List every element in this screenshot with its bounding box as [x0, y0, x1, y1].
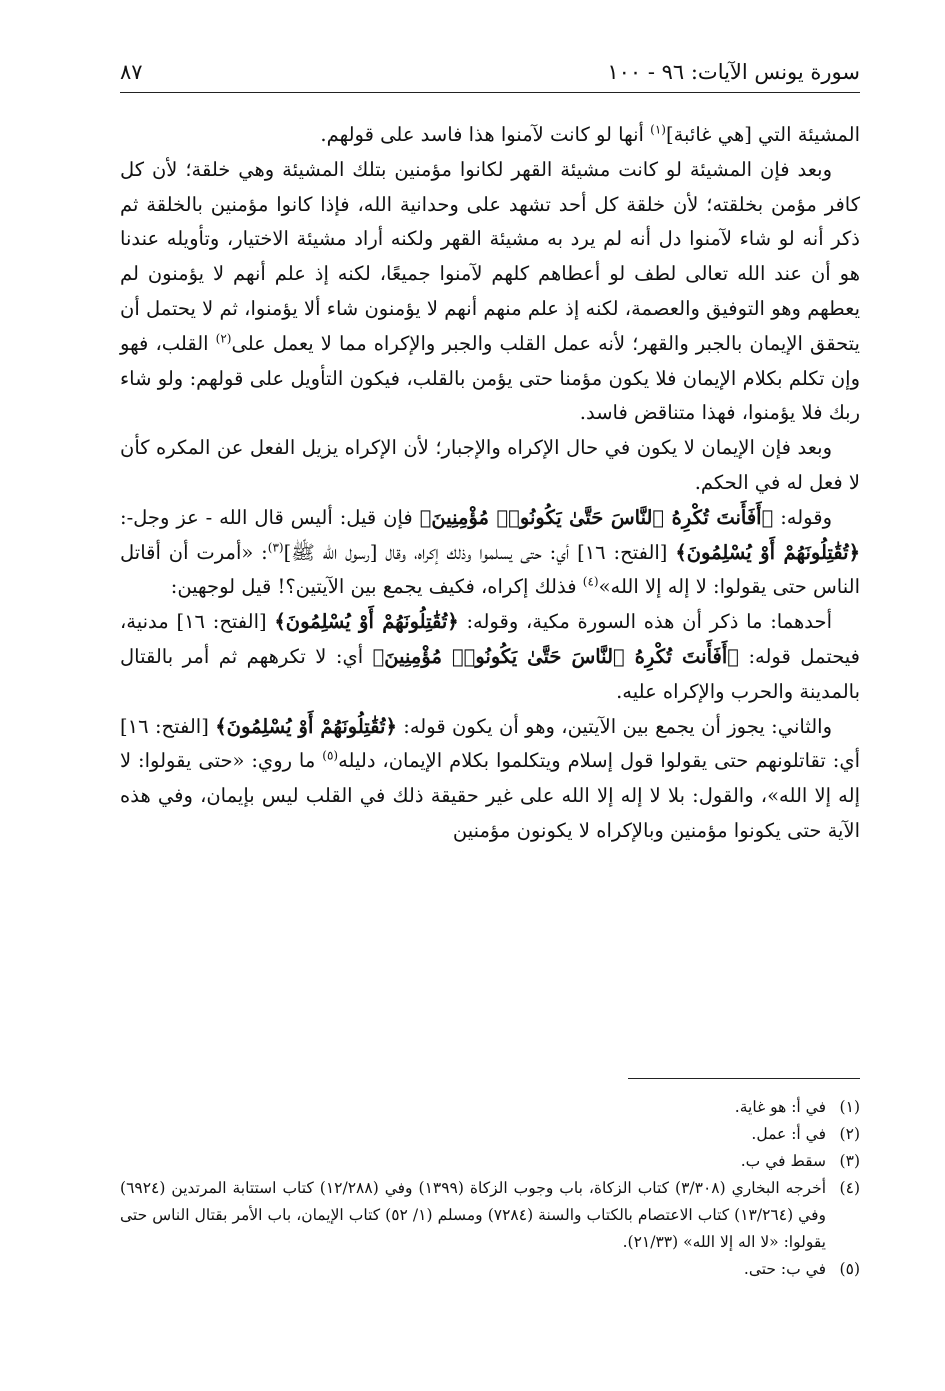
- text-run: ما روي: «حتى يقولوا: لا إله إلا الله»، والقول: بلا لا إله إلا الله على غير حقيقة ذلك في القلب ليس بإيمان، وفي هذه الآية حتى يكونوا مؤمنين وبالإكراه لا يكونون مؤمنين: [120, 749, 860, 842]
- footnote-4: [120, 1175, 860, 1256]
- quran-verse: ﴿تُقَٰتِلُونَهُمْ أَوْ يُسْلِمُونَ﴾: [215, 714, 397, 738]
- paragraph-2: [120, 153, 860, 431]
- text-run: فذلك إكراه، فكيف يجمع بين الآيتين؟! قيل لوجهين:: [170, 575, 583, 599]
- footnote-number: (٢): [839, 1125, 860, 1143]
- text-run: أي: لا تكرههم ثم أمر بالقتال بالمدينة والحرب والإكراه عليه.: [120, 644, 860, 703]
- footnote-ref-3[interactable]: (٣): [267, 540, 284, 555]
- main-text: [120, 118, 860, 849]
- running-title: سورة يونس الآيات: ٩٦ - ١٠٠: [607, 60, 860, 84]
- footnote-ref-2[interactable]: (٢): [215, 331, 232, 346]
- text-run: [الفتح: ١٦] مدنية، فيحتمل قوله:: [120, 610, 860, 668]
- footnote-number: (٥): [839, 1260, 860, 1278]
- footnote-5: [120, 1256, 860, 1283]
- footnote-number: (٣): [839, 1152, 860, 1170]
- paragraph-1: [120, 118, 860, 153]
- quran-verse: ﴿أَفَأَنتَ تُكْرِهُ ٱلنَّاسَ حَتَّىٰ يَكُونُوا۟ مُؤْمِنِينَ﴾: [419, 505, 774, 529]
- footnote-1: [120, 1094, 860, 1121]
- footnote-3: [120, 1148, 860, 1175]
- footnote-divider: [628, 1078, 860, 1079]
- page-number: ٨٧: [120, 60, 143, 84]
- text-run: المشيئة التي [هي غائبة]: [665, 123, 860, 146]
- footnote-ref-1[interactable]: (١): [650, 122, 666, 137]
- text-run: فإن قيل: أليس قال الله - عز وجل-:: [120, 505, 420, 529]
- text-run: وبعد فإن المشيئة لو كانت مشيئة القهر لكانوا مؤمنين بتلك المشيئة وهي خلقة؛ لأن كل كافر مؤمن بخلقته؛ لأن خلقة كل أحد تشهد على وحدانية الله، فإذا كانوا مؤمنين بالخلقة ثم ذكر أنه لو شاء لآمنوا دل أنه لم يرد به مشيئة القهر ولكنه أراد مشيئة الاختيار، وتأويله عندنا هو أن عند الله تعالى لطف لو أعطاهم كلهم لآمنوا جميعًا، لكنه إذ علم أنهم لا يؤمنون لم يعطهم وهو التوفيق والعصمة، لكنه إذ علم منهم أنهم لا يؤمنون شاء ألا يؤمنوا، ثم لا يحتمل أن يتحقق الإيمان بالجبر والقهر؛ لأنه عمل القلب والجبر والإكراه: [120, 157, 860, 355]
- text-run: مما لا يعمل على: [231, 331, 367, 355]
- footnote-ref-4[interactable]: (٤): [582, 574, 599, 589]
- footnote-text: في أ: هو غاية.: [734, 1098, 826, 1116]
- footnote-text: أخرجه البخاري (٣/٣٠٨) كتاب الزكاة، باب وجوب الزكاة (١٣٩٩) وفي (١٢/٢٨٨) كتاب استتابة المرتدين (٦٩٢٤) وفي (١٣/٢٦٤) كتاب الاعتصام بالكتاب والسنة (٧٢٨٤) ومسلم (١/ ٥٢) كتاب الإيمان، باب الأمر بقتال الناس حتى يقولوا: «لا اله إلا الله» (٢١/٣٣).: [120, 1179, 827, 1251]
- paragraph-5: [120, 605, 860, 709]
- quran-verse: ﴿تُقَٰتِلُونَهُمْ أَوْ يُسْلِمُونَ﴾: [274, 610, 459, 634]
- page-header: [120, 56, 860, 93]
- footnote-text: في أ: عمل.: [751, 1125, 826, 1143]
- paragraph-4: [120, 501, 860, 605]
- text-run: [الفتح: ١٦] أي: حتى يسلموا وذلك إكراه، وقال [رسول الله ﷺ]: [283, 540, 676, 564]
- footnote-number: (٤): [839, 1179, 860, 1197]
- footnote-text: سقط في ب.: [740, 1152, 826, 1170]
- text-run: وقوله:: [773, 505, 832, 529]
- text-run: [الفتح: ١٦] أي: تقاتلونهم حتى يقولوا قول إسلام ويتكلموا بكلام الإيمان، دليله: [120, 714, 861, 773]
- footnote-ref-5[interactable]: (٥): [322, 748, 339, 763]
- quran-verse: ﴿تُقَٰتِلُونَهُمْ أَوْ يُسْلِمُونَ﴾: [675, 540, 860, 564]
- paragraph-3: وبعد فإن الإيمان لا يكون في حال الإكراه والإجبار؛ لأن الإكراه يزيل الفعل عن المكره كأن لا فعل له في الحكم.: [120, 436, 860, 494]
- text-run: أحدهما: ما ذكر أن هذه السورة مكية، وقوله:: [458, 610, 832, 634]
- text-run: أنها لو كانت لآمنوا هذا فاسد على قولهم.: [320, 123, 651, 146]
- paragraph-6: [120, 710, 860, 849]
- footnote-number: (١): [839, 1098, 860, 1116]
- text-run: : «أمرت أن أقاتل الناس حتى يقولوا: لا إله إلا الله»: [120, 540, 860, 599]
- footnote-text: في ب: حتى.: [743, 1260, 826, 1278]
- footnote-2: [120, 1121, 860, 1148]
- text-run: والثاني: يجوز أن يجمع بين الآيتين، وهو أن يكون قوله:: [396, 714, 832, 738]
- text-run: القلب، فهو وإن تكلم بكلام الإيمان فلا يكون مؤمنا حتى يؤمن بالقلب، فيكون التأويل على قولهم: ولو شاء ربك فلا يؤمنوا، فهذا متناقض فاسد.: [120, 331, 860, 425]
- quran-verse: ﴿أَفَأَنتَ تُكْرِهُ ٱلنَّاسَ حَتَّىٰ يَكُونُوا۟ مُؤْمِنِينَ﴾: [372, 644, 739, 668]
- footnotes: [120, 1094, 860, 1283]
